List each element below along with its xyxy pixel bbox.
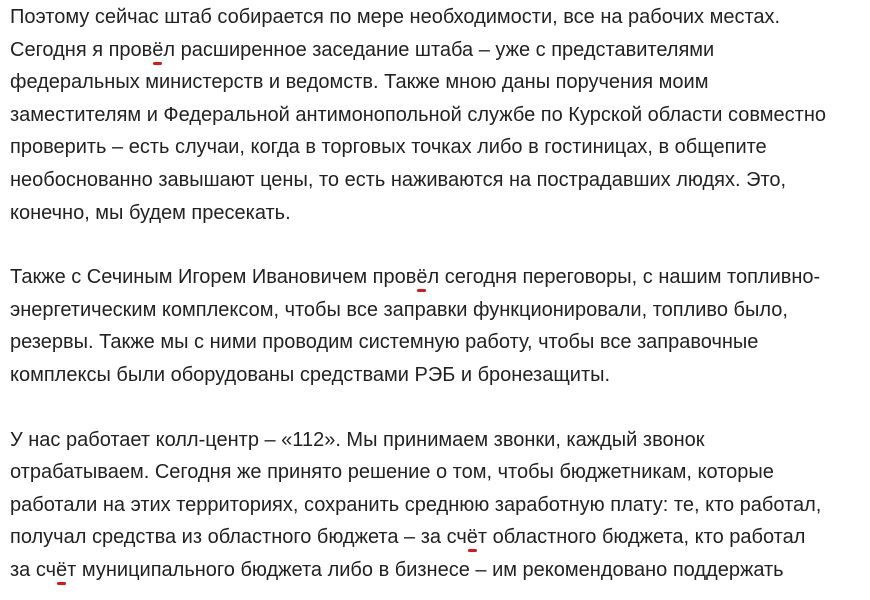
text-span: т муниципального бюджета либо в бизнесе – им рекомендовано поддержать (67, 558, 784, 581)
text-span: Поэтому сейчас штаб собирается по мере необходимости, все на рабочих местах. (10, 6, 781, 28)
text-span: конечно, мы будем пресекать. (10, 201, 291, 224)
text-line (10, 34, 870, 67)
text-span: за сч (10, 558, 57, 581)
text-line (10, 554, 870, 587)
yo-highlight: ё (466, 526, 478, 549)
text-span: У нас работает колл-центр – «112». Мы принимаем звонки, каждый звонок (10, 428, 705, 451)
text-span: комплексы были оборудованы средствами РЭБ и бронезащиты. (10, 363, 611, 386)
text-span: энергетическим комплексом, чтобы все заправки функционировали, топливо было, (10, 298, 788, 321)
text-line (10, 456, 870, 489)
text-line (10, 489, 870, 522)
text-span: Также с Сечиным Игорем Ивановичем пров (10, 266, 417, 289)
text-span: проверить – есть случаи, когда в торговых точках либо в гостиницах, в общепите (10, 136, 767, 159)
text-line (10, 424, 870, 457)
text-span: л сегодня переговоры, с нашим топливно- (427, 266, 821, 289)
text-line (10, 197, 870, 230)
text-line (10, 131, 870, 164)
text-line (10, 294, 870, 327)
text-line (10, 164, 870, 197)
yo-highlight: ё (56, 558, 68, 581)
text-span: резервы. Также мы с ними проводим системную работу, чтобы все заправочные (10, 331, 759, 354)
yo-highlight: ё (416, 266, 428, 289)
text-line (10, 326, 870, 359)
text-span: необоснованно завышают цены, то есть наживаются на пострадавших людях. Это, (10, 168, 787, 191)
text-span: л расширенное заседание штаба – уже с представителями (163, 38, 715, 61)
text-span: т областного бюджета, кто работал (477, 526, 806, 549)
text-span: Сегодня я пров (10, 38, 153, 61)
text-line (10, 521, 870, 554)
paragraph (10, 261, 870, 391)
text-line (10, 1, 870, 34)
text-span: отрабатываем. Сегодня же принято решение о том, чтобы бюджетникам, которые (10, 461, 774, 484)
text-line (10, 359, 870, 392)
text-line (10, 99, 870, 132)
text-line (10, 66, 870, 99)
paragraph (10, 424, 870, 587)
yo-highlight: ё (152, 38, 164, 61)
text-span: работали на этих территориях, сохранить среднюю заработную плату: те, кто работал, (10, 493, 822, 516)
text-span: получал средства из областного бюджета – за сч (10, 526, 467, 549)
text-span: федеральных министерств и ведомств. Также мною даны поручения моим (10, 71, 709, 94)
text-line (10, 261, 870, 294)
paragraph (10, 1, 870, 229)
text-span: заместителям и Федеральной антимонопольной службе по Курской области совместно (10, 103, 826, 126)
